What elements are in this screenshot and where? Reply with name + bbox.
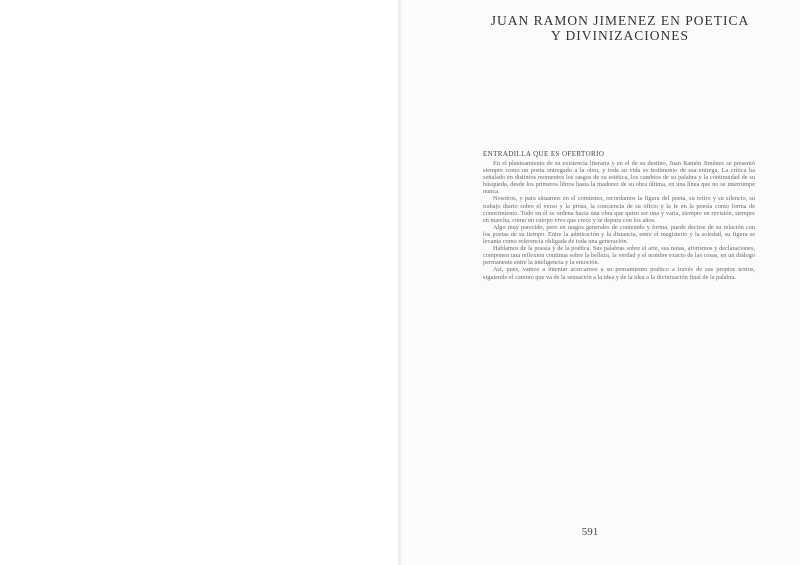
article-body xyxy=(483,160,755,528)
section-heading: ENTRADILLA QUE ES OFERTORIO xyxy=(483,150,605,158)
body-paragraph: Así, pues, vamos a intentar acercarnos a su pensamiento poético a través de sus propios textos, siguiendo el camino que va de la sensación a la idea y de la idea a la divinización final de la palabra. xyxy=(483,266,755,281)
article-title-line-1: JUAN RAMON JIMENEZ EN POETICA xyxy=(490,13,750,28)
body-paragraph: En el planteamiento de su existencia literaria y en el de su destino, Juan Ramón Jiménez se presentó siempre como un poeta entregado a la obra, y toda su vida es testimonio de esa entrega. La crítica ha señalado en distintos momentos los rasgos de su estética, los cambios de su palabra y la continuidad de su búsqueda, desde los primeros libros hasta la madurez de su obra última, en una línea que no se interrumpe nunca. xyxy=(483,160,755,196)
left-page-blank xyxy=(0,0,398,565)
page-number: 591 xyxy=(581,526,599,538)
article-title xyxy=(480,13,760,43)
body-paragraph: Hablamos de la poesía y de la poética. Sus palabras sobre el arte, sus notas, aforismos y declaraciones, componen una reflexión continua sobre la belleza, la verdad y el nombre exacto de las cosas, en un diálogo permanente entre la inteligencia y la emoción. xyxy=(483,245,755,267)
article-title-line-2: Y DIVINIZACIONES xyxy=(550,28,690,43)
body-paragraph: Algo muy parecido, pero en rasgos generales de contenido y forma, puede decirse de su relación con los poetas de su tiempo. Entre la admiración y la distancia, entre el magisterio y la soledad, su figura se levanta como referencia obligada de toda una generación. xyxy=(483,223,755,246)
body-paragraph: Nosotros, y para situarnos en el comienzo, recordamos la figura del poeta, su retiro y su silencio, su trabajo diario sobre el verso y la prosa, la conciencia de su oficio y la fe en la poesía como forma de conocimiento. Todo en él se ordena hacia una obra que quiso ser una y varia, siempre en revisión, siempre en marcha, como un cuerpo vivo que crece y se depura con los años. xyxy=(483,195,755,224)
